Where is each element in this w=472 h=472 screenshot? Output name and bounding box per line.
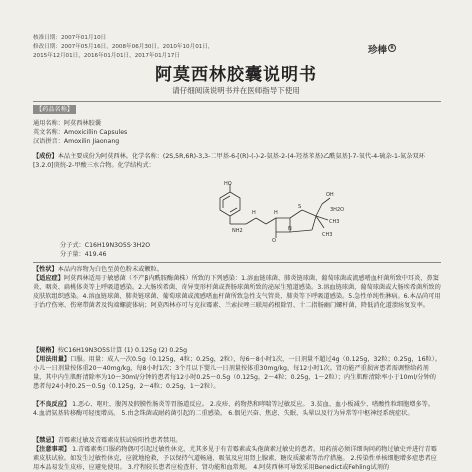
names-list bbox=[33, 119, 441, 146]
usage-notice: 请仔细阅读说明书并在医师指导下使用 bbox=[172, 86, 300, 95]
indications-text: 阿莫西林适用于敏感菌（不产β内酰胺酶菌株）所致的下列感染：1.溶血链球菌、肺炎链球菌、葡萄球菌或流感嗜血杆菌所致中耳炎、鼻窦炎、咽炎、扁桃体炎等上呼吸道感染。2.大肠埃希菌、奇异变形杆菌或粪肠球菌所致的泌尿生殖道感染。3.溶血链球菌、葡萄球菌或大肠埃希菌所致的皮肤软组织感染。4.溶血链球菌、肺炎链球菌、葡萄球菌或流感嗜血杆菌所致急性支气管炎、肺炎等下呼吸道感染。5.急性单纯性淋病。6.本品尚可用于治疗伤寒、伤寒带菌者及钩端螺旋体病；阿莫西林亦可与克拉霉素、兰索拉唑三联用药根除胃、十二指肠幽门螺杆菌，降低消化道溃疡复发率。 bbox=[33, 275, 441, 309]
contraindications-section bbox=[33, 436, 441, 445]
divider bbox=[33, 101, 441, 102]
molecular-formula: 分子式：C16H19N3O5S·3H2O bbox=[60, 242, 151, 249]
adverse-item: 1.恶心、呕吐、腹泻及假膜性肠炎等胃肠道反应。 bbox=[72, 401, 208, 408]
pinyin-name: 汉语拼音：Amoxilin Jiaonang bbox=[33, 138, 120, 145]
revision-date-line-cont: 2015年12月01日，2016年01月01日，2017年01月17日 bbox=[33, 53, 180, 59]
description-text: 本品内容物为白色至黄色粉末或颗粒。 bbox=[57, 266, 163, 273]
adverse-item: 3.贫血、血小板减少、嗜酸性粒细胞增多等。 bbox=[310, 401, 435, 408]
chemical-structure bbox=[190, 178, 345, 243]
approval-date-line: 核准日期：2007年01月10日 bbox=[33, 35, 107, 41]
label-h: H bbox=[252, 210, 256, 216]
composition-heading: 【成份】 bbox=[33, 153, 58, 160]
approval-dates bbox=[33, 34, 333, 61]
indications-heading: 【适应症】 bbox=[33, 275, 64, 282]
specification-section bbox=[33, 346, 441, 355]
precaution-item: 3.疗程较长患者应检查肝、肾功能和血常规。 bbox=[127, 464, 252, 471]
contraindications-heading: 【禁忌】 bbox=[33, 437, 58, 444]
generic-name: 通用名称：阿莫西林胶囊 bbox=[33, 120, 102, 127]
label-hydrate: 3H2O bbox=[330, 207, 345, 213]
specification-heading: 【规格】 bbox=[33, 347, 58, 354]
names-section bbox=[33, 105, 441, 114]
label-n: N bbox=[288, 226, 292, 232]
description-section bbox=[33, 265, 441, 274]
dosage-text: 口服。用量：成人一次0.5g（0.125g，4粒；0.25g，2粒），每6～8小时1次，一日剂量不超过4g（0.125g，32粒；0.25g，16粒）。小儿一日剂量按体重20～40mg/kg，每8小时1次；3个月以下婴儿一日剂量按体重30mg/kg，每12小时1次。肾功能严重损害患者需调整给药剂量，其中内生肌酐清除率为10～30ml/分钟的患者每12小时0.25～0.5g（0.125g，2～4粒；0.25g，1～2粒）；内生肌酐清除率小于10ml/分钟的患者每24小时0.25～0.5g（0.125g，2～4粒；0.25g，1～2粒）。 bbox=[33, 356, 441, 390]
page-title: 阿莫西林胶囊说明书 bbox=[155, 65, 317, 85]
brand-logo bbox=[368, 42, 396, 56]
precautions-section bbox=[33, 445, 441, 472]
adverse-heading: 【不良反应】 bbox=[33, 401, 71, 408]
adverse-section bbox=[33, 400, 441, 418]
molecular-weight: 分子量：419.46 bbox=[60, 251, 107, 258]
composition-text: 本品主要成份为阿莫西林。化学名称：(2S,5R,6R)-3,3-二甲基-6-[(R)-(-)-2-氨基-2-(4-羟基苯基)乙酰氨基]-7-氧代-4-硫杂-1-氮杂双环[3.2.0]庚烷-2-甲酸三水合物。化学结构式： bbox=[33, 153, 425, 169]
adverse-item: 4.血清氨基转移酶可轻度增高。 bbox=[33, 410, 120, 417]
label-nh2: NH2 bbox=[232, 228, 243, 234]
adverse-item: 6.偶见兴奋、焦虑、失眠、头晕以及行为异常等中枢神经系统症状。 bbox=[228, 410, 414, 417]
indications-section bbox=[33, 274, 441, 310]
adverse-item: 5.由念珠菌或耐药菌引起的二重感染。 bbox=[121, 410, 227, 417]
precautions-heading: 【注意事项】 bbox=[33, 446, 71, 453]
label-ch3-2: CH3 bbox=[322, 232, 333, 238]
label-oh: OH bbox=[326, 192, 334, 198]
formula-block bbox=[60, 241, 150, 259]
dosage-section bbox=[33, 355, 441, 391]
precaution-item: 2.传染性单核细胞增多症患者应用本品易发生皮疹，应避免使用。 bbox=[33, 455, 437, 471]
contraindications-text: 青霉素过敏及青霉素皮肤试验阳性患者禁用。 bbox=[57, 437, 182, 444]
specification-text: 按C16H19N3O5S计算 (1) 0.125g (2) 0.25g bbox=[57, 347, 188, 354]
revision-date-line: 修改日期：2007年05月16日，2008年06月30日，2010年10月01日， bbox=[33, 44, 214, 50]
label-ch3: CH3 bbox=[329, 219, 340, 225]
label-o: O bbox=[272, 238, 276, 243]
label-ho: HO bbox=[224, 181, 232, 187]
english-name: 英文名称：Amoxicillin Capsules bbox=[33, 129, 128, 136]
names-heading: 【药品名称】 bbox=[33, 105, 76, 114]
brand-name: 珍棒 bbox=[368, 45, 388, 56]
label-s: S bbox=[298, 204, 302, 210]
registered-mark: R bbox=[388, 44, 396, 52]
description-heading: 【性状】 bbox=[33, 266, 58, 273]
precaution-item: 1.青霉素类口服药物偶可引起过敏性休克，尤其多见于有青霉素或头孢菌素过敏史的患者。用药前必须详细询问药物过敏史并进行青霉素皮肤试验。如发生过敏性休克，应就地抢救，予以保持气道畅通、吸氧及应用肾上腺素、糖皮质激素等治疗措施。 bbox=[33, 446, 437, 462]
composition-section bbox=[33, 152, 441, 170]
dosage-heading: 【用法用量】 bbox=[33, 356, 71, 363]
label-h-2: H bbox=[274, 210, 278, 216]
divider bbox=[33, 262, 441, 263]
precaution-item: 4.阿莫西林可导致采用Benedict或Fehling试剂的 bbox=[253, 464, 390, 471]
adverse-item: 2.皮疹、药物热和哮喘等过敏反应。 bbox=[209, 401, 309, 408]
